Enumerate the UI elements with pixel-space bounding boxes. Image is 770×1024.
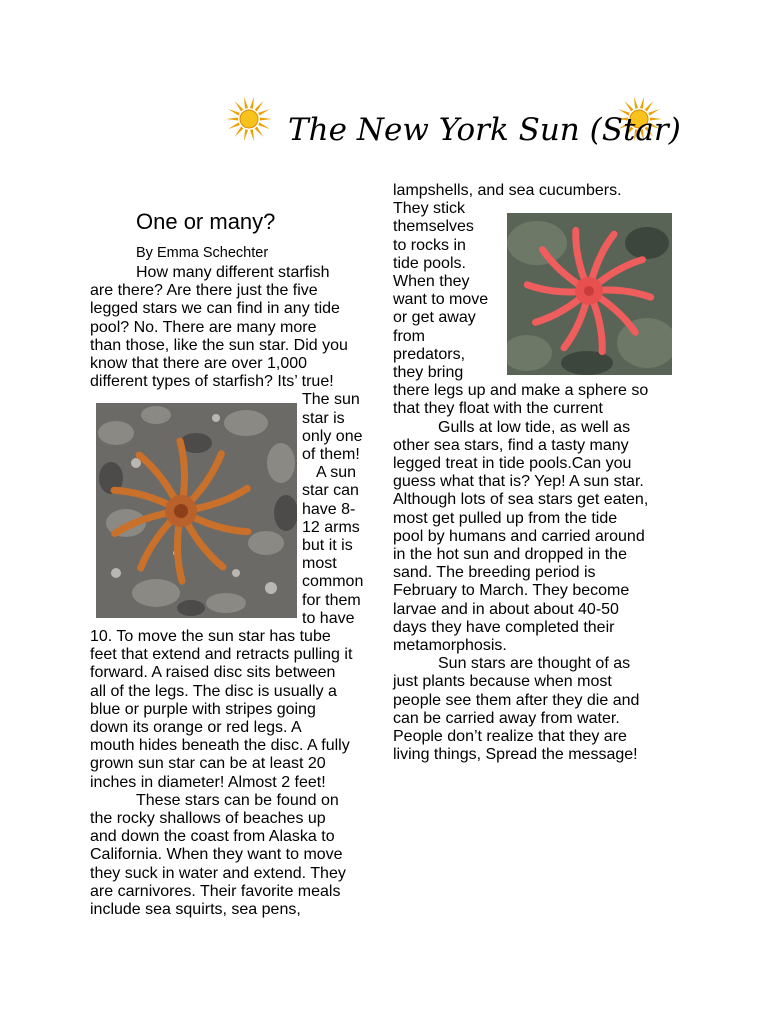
text-line: They stick [393,200,466,218]
text-line: but it is [302,537,353,554]
sun-ray [258,109,270,116]
text-line: that they float with the current [393,400,603,418]
text-line: different types of starfish? Its’ true! [90,373,334,391]
text-line: themselves [393,218,474,236]
sun-ray [640,97,644,109]
text-line: down its orange or red legs. A [90,719,302,736]
text-line: want to move [393,291,489,309]
sun-ray [645,101,654,111]
text-line: can be carried away from water. [393,709,620,727]
sun-ray [634,97,638,109]
sun-icon [224,94,274,144]
text-line: and down the coast from Alaska to [90,828,335,846]
text-line: from [393,327,425,345]
sun-ray [250,129,254,141]
text-line: The sun [302,391,360,409]
text-line: include sea squirts, sea pens, [90,901,301,918]
text-line: legged treat in tide pools.Can you [393,455,632,472]
text-line: How many different starfish [136,264,330,281]
sun-ray [244,129,248,141]
text-line: common [302,573,364,591]
text-line: they suck in water and extend. They [90,864,346,882]
sun-ray [226,117,238,120]
text-line: inches in diameter! Almost 2 feet! [90,773,326,791]
text-line: guess what that is? Yep! A sun star. [393,473,644,491]
text-line: legged stars we can find in any tide [90,300,340,318]
text-line: grown sun star can be at least 20 [90,755,326,773]
sun-ray [625,101,634,111]
text-line: 12 arms [302,518,360,536]
sun-ray [258,122,270,129]
byline: By Emma Schechter [136,245,269,261]
text-line: have 8- [302,500,356,518]
sun-ray [244,97,248,109]
text-line: most get pulled up from the tide [393,509,618,527]
text-line: or get away [393,309,476,327]
sun-ray [235,127,244,137]
text-line: they bring [393,364,464,381]
text-line: sand. The breeding period is [393,564,596,582]
text-line: only one [302,427,363,445]
sun-ray [250,97,254,109]
text-line: feet that extend and retracts pulling it [90,646,353,664]
text-line: other sea stars, find a tasty many [393,436,629,454]
text-line: there legs up and make a sphere so [393,382,649,400]
text-line: California. When they want to move [90,846,343,864]
sun-ray [228,122,240,129]
text-line: mouth hides beneath the disc. A fully [90,737,350,755]
text-line: star can [302,482,359,500]
sun-ray [228,109,240,116]
sun-star-photo [507,213,672,375]
sun-ray [235,101,244,111]
text-line: blue or purple with stripes going [90,700,316,718]
text-line: living things, Spread the message! [393,746,638,764]
text-line: predators, [393,345,466,363]
text-line: Gulls at low tide, as well as [438,418,631,436]
text-line: most [302,555,337,573]
text-line: A sun [316,464,357,482]
text-line: lampshells, and sea cucumbers. [393,182,622,199]
text-line: are carnivores. Their favorite meals [90,882,341,900]
text-line: people see them after they die and [393,691,640,709]
text-line: the rocky shallows of beaches up [90,810,326,827]
text-line: are there? Are there just the five [90,282,318,300]
text-line: When they [393,273,470,290]
text-line: larvae and in about about 40-50 [393,600,619,618]
text-line: for them [302,591,361,609]
page-title: The New York Sun (Star) [288,112,681,148]
sun-ray [260,117,272,120]
text-line: Although lots of sea stars get eaten, [393,491,649,509]
text-line: days they have completed their [393,618,615,636]
sun-star-photo [96,403,297,618]
text-line: of them! [302,446,360,463]
text-line: in the hot sun and dropped in the [393,546,627,563]
text-line: People don’t realize that they are [393,728,627,745]
text-line: than those, like the sun star. Did you [90,336,348,354]
text-line: just plants because when most [393,673,612,691]
text-line: 10. To move the sun star has tube [90,628,331,645]
text-line: metamorphosis. [393,637,507,654]
text-line: all of the legs. The disc is usually a [90,682,337,700]
article-heading: One or many? [136,209,276,234]
text-line: Sun stars are thought of as [438,655,631,673]
sun-ray [255,127,264,137]
text-line: These stars can be found on [136,791,339,809]
text-line: pool? No. There are many more [90,318,317,336]
text-line: pool by humans and carried around [393,527,645,545]
text-line: February to March. They become [393,582,630,600]
sun-ray [255,101,264,111]
text-line: know that there are over 1,000 [90,355,308,372]
text-line: forward. A raised disc sits between [90,664,336,682]
text-line: tide pools. [393,254,466,272]
text-line: to have [302,609,355,627]
text-line: star is [302,409,345,427]
text-line: to rocks in [393,236,466,254]
